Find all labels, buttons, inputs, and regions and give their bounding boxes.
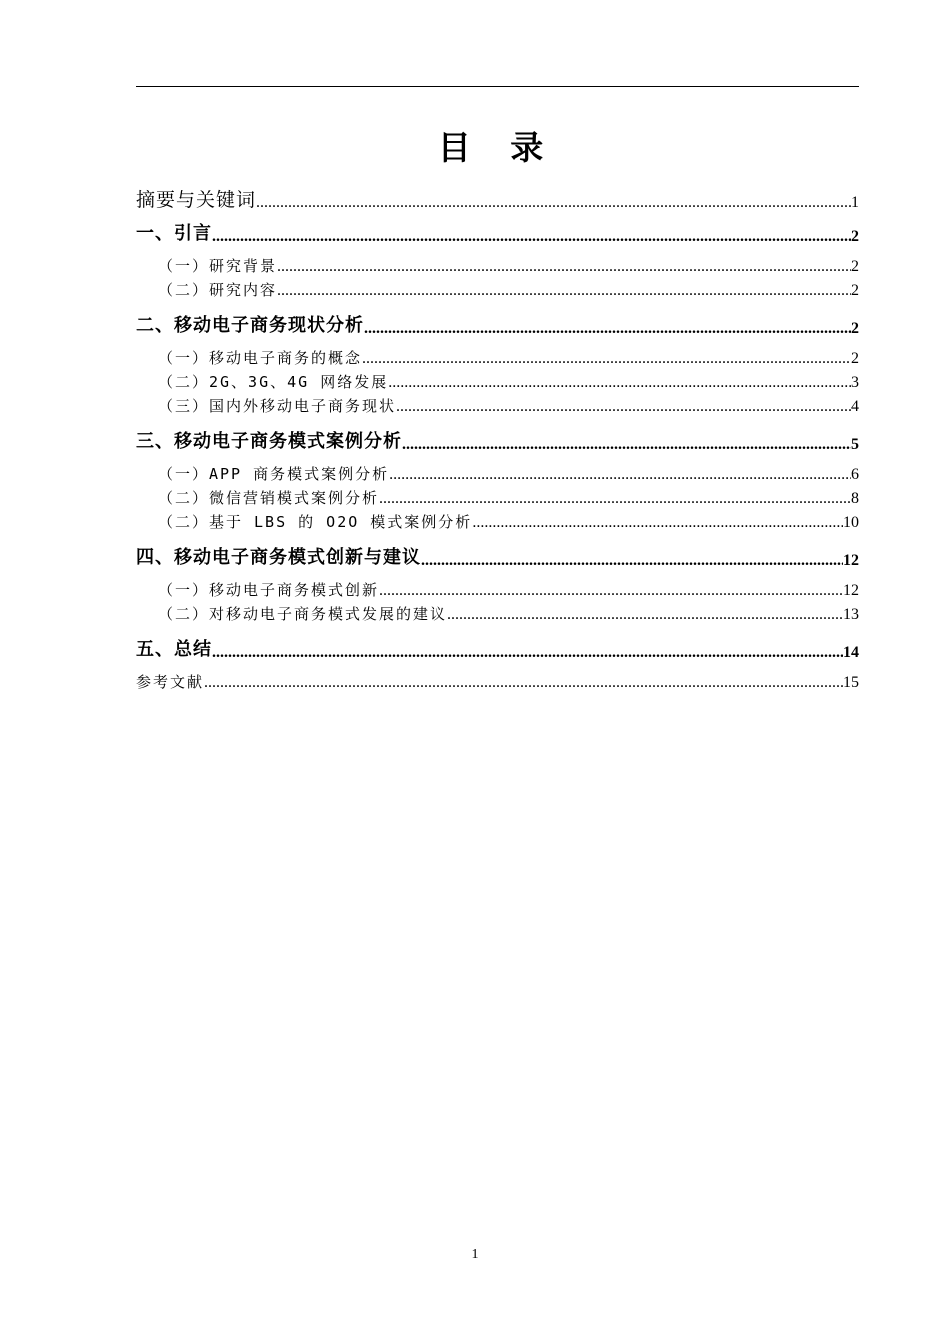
toc-entry-text: （一）研究背景	[158, 257, 278, 275]
toc-entry-4-1[interactable]	[136, 578, 859, 602]
toc-entry-4-2[interactable]	[136, 602, 859, 626]
toc-entry-references[interactable]	[136, 670, 859, 694]
toc-leader-dots	[389, 464, 851, 486]
toc-page-number: 2	[851, 350, 859, 367]
toc-entry-abstract[interactable]	[136, 186, 859, 214]
toc-entry-text: 摘要与关键词	[136, 189, 257, 211]
toc-entry-text: （二）基于 LBS 的 O2O 模式案例分析	[158, 513, 473, 531]
toc-entry-text: 五、总结	[136, 639, 212, 660]
toc-page-number: 2	[851, 228, 859, 245]
toc-leader-dots	[379, 580, 843, 602]
page-title: 目 录	[437, 128, 558, 167]
toc-entry-text: 四、移动电子商务模式创新与建议	[136, 547, 421, 568]
toc-entry-text: （二）微信营销模式案例分析	[158, 489, 380, 507]
toc-entry-text: 三、移动电子商务模式案例分析	[136, 431, 402, 452]
toc-leader-dots	[277, 280, 851, 302]
toc-page-number: 13	[843, 606, 859, 623]
toc-entry-3-2[interactable]	[136, 486, 859, 510]
toc-entry-1-1[interactable]	[136, 254, 859, 278]
toc-entry-3-1[interactable]	[136, 462, 859, 486]
toc-page-number: 14	[843, 644, 859, 661]
toc-entry-text: 一、引言	[136, 223, 212, 244]
toc-entry-2-2[interactable]	[136, 370, 859, 394]
toc-page-number: 2	[851, 320, 859, 337]
toc-leader-dots	[472, 512, 843, 534]
toc-page-number: 2	[851, 258, 859, 275]
toc-entry-2-3[interactable]	[136, 394, 859, 418]
toc-leader-dots	[277, 256, 851, 278]
toc-entry-chapter-3[interactable]	[136, 428, 859, 456]
toc-page-number: 12	[843, 582, 859, 599]
toc-entry-text: 二、移动电子商务现状分析	[136, 315, 364, 336]
toc-leader-dots	[379, 488, 851, 510]
toc-leader-dots	[204, 672, 843, 694]
toc-entry-chapter-4[interactable]	[136, 544, 859, 572]
toc-entry-chapter-2[interactable]	[136, 312, 859, 340]
toc-entry-text: （二）研究内容	[158, 281, 278, 299]
toc-entry-text: （一）移动电子商务模式创新	[158, 581, 380, 599]
toc-page-number: 12	[843, 552, 859, 569]
toc-page-number: 3	[851, 374, 859, 391]
toc-entry-chapter-1[interactable]	[136, 220, 859, 248]
header-rule	[136, 86, 859, 87]
toc-entry-text: （三）国内外移动电子商务现状	[158, 397, 397, 415]
toc-leader-dots	[402, 434, 851, 456]
toc-page-number: 8	[851, 490, 859, 507]
toc-leader-dots	[256, 192, 851, 214]
toc-entry-2-1[interactable]	[136, 346, 859, 370]
toc-entry-chapter-5[interactable]	[136, 636, 859, 664]
toc-page-number: 10	[843, 514, 859, 531]
toc-page-number: 4	[851, 398, 859, 415]
toc-page-number: 2	[851, 282, 859, 299]
toc-leader-dots	[362, 348, 851, 370]
toc-entry-text: 参考文献	[136, 673, 205, 691]
toc-entry-1-2[interactable]	[136, 278, 859, 302]
toc-leader-dots	[388, 372, 851, 394]
toc-page-number: 1	[851, 194, 859, 211]
toc-page-number: 15	[843, 674, 859, 691]
toc-entry-text: （二）2G、3G、4G 网络发展	[158, 373, 389, 391]
toc-entry-text: （二）对移动电子商务模式发展的建议	[158, 605, 448, 623]
footer-page-number: 1	[471, 1247, 479, 1262]
toc-leader-dots	[421, 550, 843, 572]
toc-entry-3-3[interactable]	[136, 510, 859, 534]
toc-leader-dots	[364, 318, 851, 340]
toc-leader-dots	[212, 226, 851, 248]
toc-leader-dots	[212, 642, 843, 664]
toc-leader-dots	[396, 396, 851, 418]
toc-page-number: 5	[851, 436, 859, 453]
table-of-contents	[136, 186, 859, 694]
toc-entry-text: （一）移动电子商务的概念	[158, 349, 363, 367]
toc-leader-dots	[447, 604, 843, 626]
toc-entry-text: （一）APP 商务模式案例分析	[158, 465, 390, 483]
toc-page-number: 6	[851, 466, 859, 483]
